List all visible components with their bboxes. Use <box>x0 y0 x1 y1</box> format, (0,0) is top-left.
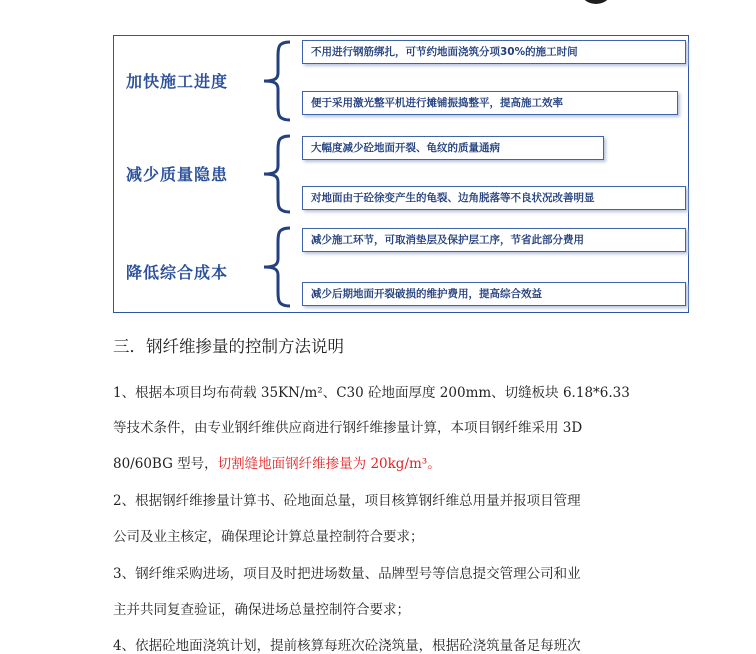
group-title-quality: 减少质量隐患 <box>126 165 229 184</box>
top-decoration <box>578 0 614 4</box>
paragraph-line <box>113 452 653 472</box>
paragraph-line: 主并共同复查验证，确保进场总量控制符合要求； <box>113 602 410 618</box>
benefit-item: 对地面由于砼徐变产生的龟裂、边角脱落等不良状况改善明显 <box>302 186 686 210</box>
paragraph-line: 4、依据砼地面浇筑计划，提前核算每班次砼浇筑量，根据砼浇筑量备足每班次 <box>113 638 581 654</box>
benefit-item: 减少后期地面开裂破损的维护费用，提高综合效益 <box>302 282 686 306</box>
benefit-item: 减少施工环节，可取消垫层及保护层工序，节省此部分费用 <box>302 228 686 252</box>
paragraph-line-text: 80/60BG 型号， <box>113 456 218 472</box>
group-title-speed: 加快施工进度 <box>126 72 229 91</box>
highlight-text: 切割缝地面钢纤维掺量为 20kg/m³。 <box>217 456 441 472</box>
brace-icon <box>256 226 296 308</box>
group-title-cost: 降低综合成本 <box>126 263 229 282</box>
brace-icon <box>256 40 296 122</box>
paragraph-line: 2、根据钢纤维掺量计算书、砼地面总量，项目核算钢纤维总用量并报项目管理 <box>113 493 581 509</box>
benefit-item: 便于采用激光整平机进行摊铺振捣整平，提高施工效率 <box>302 91 678 115</box>
paragraph-line: 公司及业主核定，确保理论计算总量控制符合要求； <box>113 529 424 545</box>
benefit-item: 不用进行钢筋绑扎，可节约地面浇筑分项30%的施工时间 <box>302 40 686 64</box>
brace-icon <box>256 134 296 214</box>
paragraph-line: 3、钢纤维采购进场，项目及时把进场数量、品牌型号等信息提交管理公司和业 <box>113 566 581 582</box>
section-heading: 三．钢纤维掺量的控制方法说明 <box>113 337 344 356</box>
paragraph-line: 1、根据本项目均布荷载 35KN/m²、C30 砼地面厚度 200mm、切缝板块 6.18*6.33 <box>113 385 630 401</box>
benefit-item: 大幅度减少砼地面开裂、龟纹的质量通病 <box>302 136 604 160</box>
benefits-diagram <box>113 35 689 313</box>
paragraph-line: 等技术条件，由专业钢纤维供应商进行钢纤维掺量计算，本项目钢纤维采用 3D <box>113 420 583 436</box>
